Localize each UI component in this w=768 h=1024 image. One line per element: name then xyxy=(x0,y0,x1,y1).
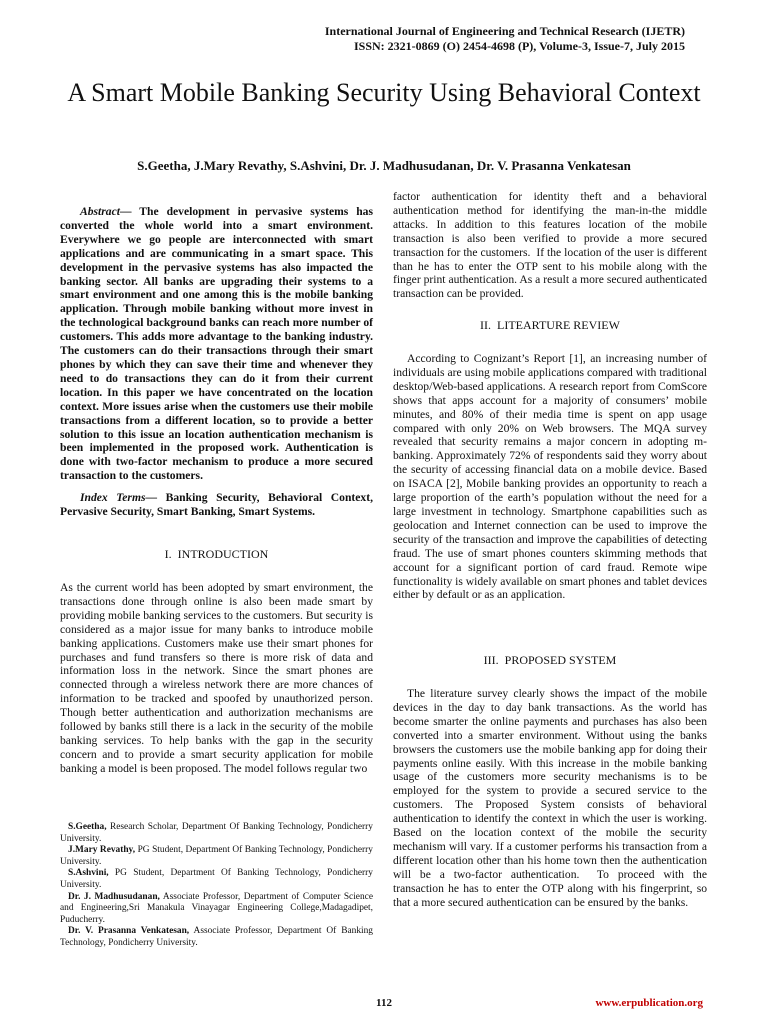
author-footnotes xyxy=(60,822,373,950)
footnote-author: Dr. J. Madhusudanan, xyxy=(68,891,160,902)
footnote-item xyxy=(60,845,373,868)
page-number: 112 xyxy=(376,997,392,1009)
index-terms-text: Banking Security, Behavioral Context, Pervasive Security, Smart Banking, Smart Systems. xyxy=(60,491,373,518)
publisher-url[interactable]: www.erpublication.org xyxy=(595,997,703,1009)
author-list: S.Geetha, J.Mary Revathy, S.Ashvini, Dr. J. Madhusudanan, Dr. V. Prasanna Venkatesan xyxy=(137,158,631,173)
footnote-author: S.Geetha, xyxy=(68,822,107,832)
footnote-affiliation: PG Student, Department Of Banking Technology, Pondicherry University. xyxy=(60,868,373,890)
footnote-affiliation: Research Scholar, Department Of Banking Technology, Pondicherry University. xyxy=(60,822,373,844)
index-terms xyxy=(60,491,373,519)
introduction-continuation: factor authentication for identity theft and a behavioral authentication method for identifying the man-in-the middle attacks. In addition to this features location of the mobile transaction is also been verified to provide a more secured transaction for the customers. If the location of the user is different than he has to enter the OTP sent to his mobile along with the finger print authentication. As a result a more secured authenticated transaction can be provided. xyxy=(393,190,707,301)
index-terms-label: Index Terms— xyxy=(80,491,158,504)
footnote-author: S.Ashvini, xyxy=(68,868,109,879)
introduction-text: As the current world has been adopted by smart environment, the transactions done through online is also been made smart by providing mobile banking services to the customers. But security is considered as a major issue for many banks to introduce mobile banking applications. Customers make use their smart phones for purchases and fund transfers so there is more risk of data and information loss in the network. Since the smart phones are connected through a wireless network there are more chances of information to be tracked and spoofed by unauthorized person. Though better authentication and authorization mechanisms are followed by banks still there is a lack in the security of the mobile banking services. To help banks with the gap in the security concern and to provide a smart security application for mobile banking a model is been proposed. The model follows regular two xyxy=(60,581,373,775)
footnote-affiliation: PG Student, Department Of Banking Technology, Pondicherry University. xyxy=(60,845,373,867)
footnote-author: Dr. V. Prasanna Venkatesan, xyxy=(68,926,190,937)
proposed-system-text: The literature survey clearly shows the impact of the mobile devices in the day to day bank transactions. As the world has become smarter the online payments and purchases has also been converted into a smarter environment. Without using the banks browsers the customers use the mobile banking app for doing their payments online easily. With this increase in the mobile banking usage of the customers more security mechanisms is to be employed for the system to provide a secured service to the customers. The Proposed System consists of behavioral authentication to identify the context in which the user is working. Based on the location context of the mobile the security mechanism will vary. If a customer performs his transaction from a different location other than his home town then the authentication will be a two-factor authentication. To proceed with the transaction he has to enter the OTP along with his fingerprint, so that a more secured authentication can be ensured by the banks. xyxy=(393,687,707,909)
issn-volume-line: ISSN: 2321-0869 (O) 2454-4698 (P), Volume-3, Issue-7, July 2015 xyxy=(353,39,685,53)
literature-review-text: According to Cognizant’s Report [1], an increasing number of individuals are using mobile applications compared with traditional desktop/Web-based applications. A research report from ComScore shows that apps account for a majority of consumers’ mobile minutes, and 80% of their media time is spent on app usage compared with only 20% on Web browsers. The MQA survey revealed that security remains a major concern in adopting m-banking. Approximately 72% of respondents said they worry about the security of accessing financial data on a mobile device. Based on ISACA [2], Mobile banking provides an opportunity to reach a large proportion of the earth’s population without the need for a large investment in technology. Smartphone capabilities such as geolocation and Internet connection can be used to improve the security of the transaction and improve the capabilities of detecting fraud. The use of smart phones counters skimming methods that account for a significant portion of card fraud. Remote wipe functionality is widely available on smart phones and tablet devices either by default or as an application. xyxy=(393,352,707,602)
footnote-item xyxy=(60,868,373,891)
footnote-affiliation: Associate Professor, Department Of Banking Technology, Pondicherry University. xyxy=(60,926,373,948)
footnote-author: J.Mary Revathy, xyxy=(68,845,136,856)
footnote-item xyxy=(60,822,373,845)
abstract xyxy=(60,205,373,483)
abstract-label: Abstract— xyxy=(80,205,132,218)
literature-review-heading: II. LITEARTURE REVIEW xyxy=(480,318,620,332)
footnote-affiliation: Associate Professor, Department of Computer Science and Engineering,Sri Manakula Vinayagar Engineering College,Madagadipet, Puducherry. xyxy=(60,891,373,925)
proposed-system-heading: III. PROPOSED SYSTEM xyxy=(483,653,617,667)
footnote-item xyxy=(60,926,373,949)
journal-name: International Journal of Engineering and Technical Research (IJETR) xyxy=(324,24,685,38)
footnote-item xyxy=(60,892,373,927)
introduction-heading: I. INTRODUCTION xyxy=(164,547,269,561)
abstract-text: The development in pervasive systems has converted the whole world into a smart environment. Everywhere we go people are interconnected with smart applications and are communicating in a smart space. This development in the pervasive systems has also impacted the banking sector. All banks are upgrading their systems to a smart environment and one among this is the mobile banking application. Through mobile banking without more invest in the technological background banks can reach more number of customers. This adds more advantage to the banking industry. The customers can do their transactions through their smart phones by which they can save their time and whenever they need to do transactions they can do it from their current location. In this paper we have concentrated on the location context. More issues arise when the customers use their mobile transactions from a different location, so to provide a better solution to this issue an location authentication mechanism is been implemented in the proposed work. Authentication is done with two-factor mechanism to produce a more secured transaction to the customers. xyxy=(60,205,373,483)
paper-title: A Smart Mobile Banking Security Using Behavioral Context xyxy=(67,78,701,107)
